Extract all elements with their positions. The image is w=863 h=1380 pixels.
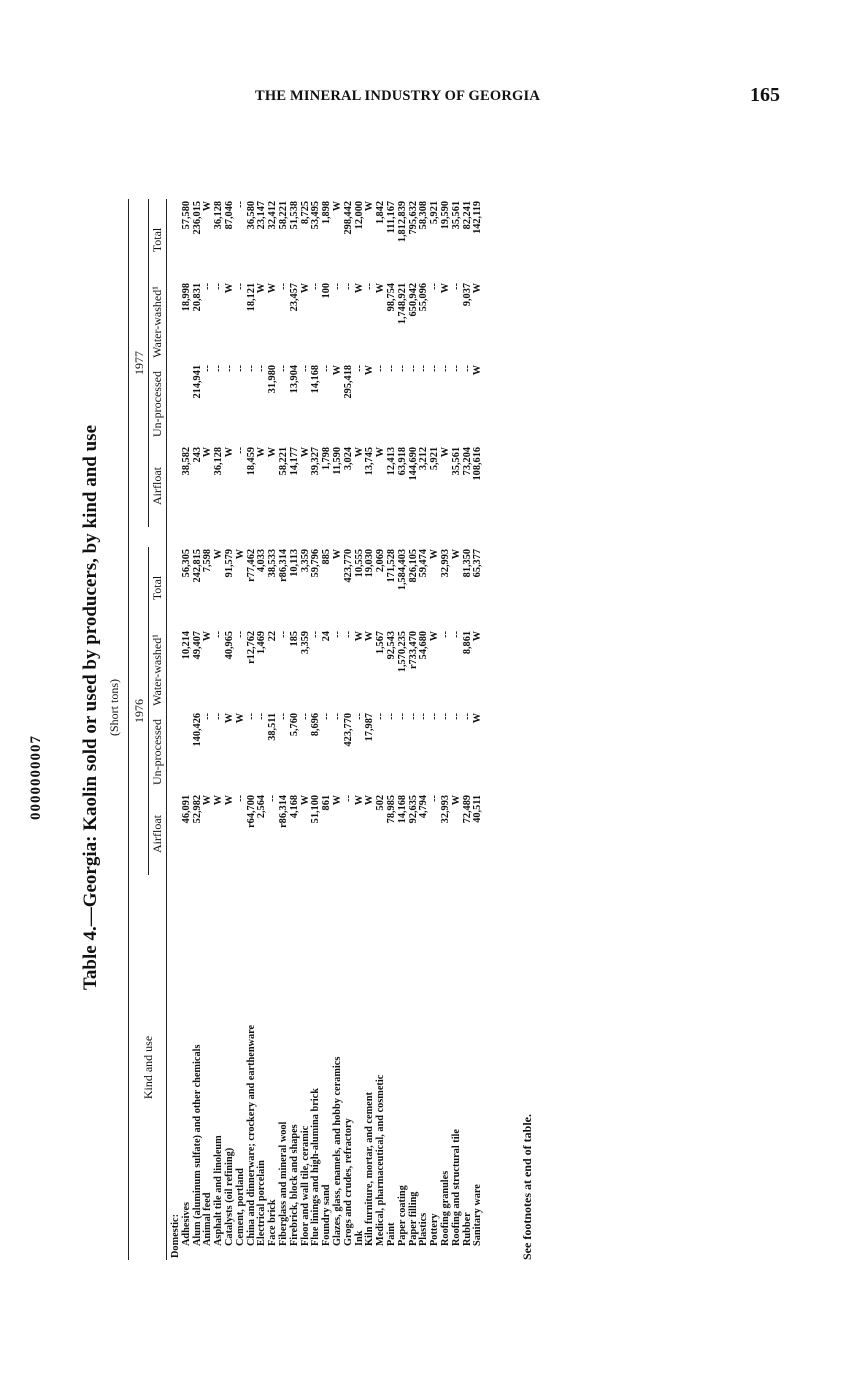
table-cell: -- [450,713,462,720]
col-waterwashed-1977: Water-washed¹ [149,281,167,363]
table-cell: W [234,549,246,560]
table-cell: r77,462 [245,549,257,582]
table-cell: 12,413 [385,447,397,476]
table-cell: 38,511 [267,713,279,741]
table-title: Table 4.—Georgia: Kaolin sold or used by producers, by kind and use [80,424,101,991]
kind-and-use-header: Kind and use [129,875,167,1260]
table-cell: -- [234,631,246,638]
year-header-1977: 1977 [129,199,149,527]
table-cell: W [353,795,365,806]
table-cell: -- [277,283,289,290]
table-cell: -- [234,365,246,372]
table-cell: 885 [321,549,333,565]
table-cell: 2,564 [256,795,268,819]
table-row [376,199,387,1260]
table-cell: -- [375,365,387,372]
table-cell [182,363,193,445]
table-cell: W [375,447,387,458]
table-cell: -- [277,365,289,372]
table-footnote: See footnotes at end of table. [520,1114,534,1260]
table-cell: -- [450,631,462,638]
table-cell: W [439,283,451,294]
row-kind-label: Electrical porcelain [256,1160,268,1246]
table-row [214,199,225,1260]
table-cell: 650,942 [407,283,419,317]
table-cell: 51,538 [288,201,300,230]
row-kind-label: Animal feed [202,1192,214,1246]
table-cell: 23,457 [288,283,300,312]
table-cell: 142,119 [472,201,484,234]
table-cell: -- [331,631,343,638]
table-cell: 23,147 [256,201,268,230]
table-row [193,199,204,1260]
table-cell: 10,555 [353,549,365,578]
table-cell: 58,308 [418,201,430,230]
table-cell: 13,904 [288,365,300,394]
table-cell: -- [342,631,354,638]
table-cell: 82,241 [461,201,473,230]
table-cell: r86,314 [277,549,289,582]
table-cell: W [353,631,365,642]
row-kind-label: Foundry sand [321,1184,333,1246]
table-cell: 58,221 [277,201,289,230]
table-cell: -- [299,713,311,720]
table-cell: W [472,283,484,294]
table-cell: W [450,549,462,560]
table-cell: -- [202,365,214,372]
table-cell: -- [353,713,365,720]
table-cell: 63,918 [396,447,408,476]
table-cell: 1,898 [321,201,333,225]
table-cell: W [202,631,214,642]
table-cell: W [223,283,235,294]
table-cell: 423,770 [342,549,354,583]
table-cell: 1,798 [321,447,333,471]
table-cell: W [213,549,225,560]
row-kind-label: Asphalt tile and linoleum [213,1135,225,1246]
table-cell: 17,987 [364,713,376,742]
table-cell: 4,033 [256,549,268,573]
table-cell: -- [396,713,408,720]
rotated-table-container [80,120,575,1295]
table-cell: 55,096 [418,283,430,312]
document-id: 0000000007 [28,735,44,820]
running-title: THE MINERAL INDUSTRY OF GEORGIA [255,88,540,104]
table-cell: r86,314 [277,795,289,828]
table-cell: 56,305 [180,549,192,578]
table-row [268,199,279,1260]
table-cell: W [256,283,268,294]
table-cell: -- [213,283,225,290]
col-airfloat-1977: Airfloat [149,445,167,527]
table-cell: 78,985 [385,795,397,824]
table-cell: -- [375,713,387,720]
table-row [290,199,301,1260]
row-kind-label: Paint [385,1222,397,1246]
table-cell: 46,091 [180,795,192,824]
table-cell: 59,796 [310,549,322,578]
table-cell: 57,580 [180,201,192,230]
table-cell: -- [321,365,333,372]
table-cell: W [331,365,343,376]
table-cell: -- [213,631,225,638]
table-cell: -- [418,713,430,720]
table-cell: 35,561 [450,447,462,476]
table-cell: -- [439,713,451,720]
table-cell: W [202,447,214,458]
row-kind-label: Roofing and structural tile [450,1129,462,1246]
table-cell: W [375,283,387,294]
table-cell: 52,982 [191,795,203,824]
table-cell: 861 [321,795,333,811]
table-row [430,199,441,1260]
table-cell: W [429,631,441,642]
table-cell: -- [331,713,343,720]
table-cell: 32,412 [267,201,279,230]
table-cell: W [234,713,246,724]
table-cell: 111,167 [385,201,397,234]
table-cell: W [450,795,462,806]
table-cell: W [439,447,451,458]
table-cell: W [353,447,365,458]
table-cell: W [364,795,376,806]
table-cell: W [472,365,484,376]
table-cell: 19,590 [439,201,451,230]
table-row [236,199,247,1260]
table-cell: -- [429,713,441,720]
table-cell: 1,567 [375,631,387,655]
table-cell: 58,221 [277,447,289,476]
table-cell: 14,168 [396,795,408,824]
table-cell: 38,582 [180,447,192,476]
table-cell: W [202,201,214,212]
table-cell: 1,469 [256,631,268,655]
table-cell: W [364,201,376,212]
table-cell: W [429,549,441,560]
table-cell: 9,037 [461,283,473,307]
row-kind-label: Rubber [461,1212,473,1246]
table-cell: W [472,631,484,642]
table-cell: -- [385,365,397,372]
table-cell: 14,168 [310,365,322,394]
table-cell: 20,831 [191,283,203,312]
row-kind-label: Floor and wall tile, ceramic [299,1125,311,1246]
table-cell: -- [429,365,441,372]
table-cell: 5,760 [288,713,300,737]
row-kind-label: China and dinnerware; crockery and earthenware [245,1024,257,1246]
section-label-domestic: Domestic: [170,1213,181,1258]
table-cell: 5,921 [429,447,441,471]
table-cell: 32,993 [439,549,451,578]
table-row [182,199,193,1260]
row-kind-label: Fiberglass and mineral wool [277,1121,289,1246]
table-cell: 5,921 [429,201,441,225]
table-cell: 81,350 [461,549,473,578]
table-cell: -- [407,713,419,720]
table-cell: 144,690 [407,447,419,481]
table-cell: W [223,795,235,806]
row-kind-label: Alum (aluminum sulfate) and other chemicals [191,1044,203,1246]
table-row [473,199,484,1260]
row-kind-label: Paper filling [407,1191,419,1246]
table-cell: -- [277,713,289,720]
table-cell: -- [310,283,322,290]
col-unprocessed-1977: Un-processed [149,363,167,445]
table-cell: 1,748,921 [396,283,408,325]
table-cell: -- [213,365,225,372]
table-cell: 36,128 [213,447,225,476]
table-cell: 40,965 [223,631,235,660]
table-cell: 12,000 [353,201,365,230]
page-header [250,86,780,110]
table-cell: -- [213,713,225,720]
col-waterwashed-1976: Water-washed¹ [149,629,167,711]
table-cell: -- [234,283,246,290]
row-kind-label: Kiln furniture, mortar, and cement [364,1092,376,1246]
row-kind-label: Flue linings and high-alumina brick [310,1088,322,1246]
row-kind-label: Plastics [418,1212,430,1246]
table-row [311,199,322,1260]
table-cell: 108,616 [472,447,484,481]
table-row [387,199,398,1260]
table-cell: 19,030 [364,549,376,578]
table-cell: -- [245,365,257,372]
table-cell: 18,998 [180,283,192,312]
table-cell: -- [429,283,441,290]
col-total-1976: Total [149,547,167,629]
table-cell: -- [267,795,279,802]
table-cell: 36,128 [213,201,225,230]
table-cell: W [267,283,279,294]
table-cell: -- [461,713,473,720]
row-kind-label: Cement, portland [234,1168,246,1246]
table-row [344,199,355,1260]
row-kind-label: Grogs and crudes, refractory [342,1118,354,1246]
table-cell: W [223,447,235,458]
table-cell: 214,941 [191,365,203,399]
table-cell: W [353,283,365,294]
table-cell: 13,745 [364,447,376,476]
table-cell: 295,418 [342,365,354,399]
table-cell: 32,993 [439,795,451,824]
table-cell: -- [407,365,419,372]
table-cell: W [299,447,311,458]
table-cell: 4,794 [418,795,430,819]
table-cell: -- [245,713,257,720]
table-cell: 51,100 [310,795,322,824]
table-cell: -- [202,283,214,290]
table-cell: 1,812,839 [396,201,408,243]
row-kind-label: Ink [353,1230,365,1246]
table-cell: 39,327 [310,447,322,476]
table-cell: W [299,283,311,294]
table-cell: W [256,447,268,458]
table-cell: 31,980 [267,365,279,394]
table-cell: 7,598 [202,549,214,573]
year-header-1976: 1976 [129,547,149,875]
row-kind-label: Sanitary ware [472,1184,484,1246]
table-cell: -- [223,365,235,372]
table-cell: 65,377 [472,549,484,578]
table-cell: W [331,795,343,806]
table-row [398,199,409,1260]
table-cell: -- [461,365,473,372]
table-cell: 8,725 [299,201,311,225]
table-cell: W [364,365,376,376]
table-cell: -- [342,283,354,290]
table-cell: 243 [191,447,203,463]
col-airfloat-1976: Airfloat [149,793,167,875]
table-cell: 98,754 [385,283,397,312]
table-cell: -- [299,365,311,372]
table-cell: -- [321,713,333,720]
table-cell: -- [353,365,365,372]
row-kind-label: Catalysts (oil refining) [223,1147,235,1246]
table-row [441,199,452,1260]
page-number: 165 [750,84,780,106]
table-cell: 171,528 [385,549,397,583]
kaolin-table [128,199,484,1260]
table-cell: -- [439,365,451,372]
row-kind-label: Glazes, glass, enamels, and hobby ceramics [331,1056,343,1246]
table-cell: 54,680 [418,631,430,660]
table-cell: 72,489 [461,795,473,824]
table-cell: 87,046 [223,201,235,230]
row-kind-label: Pottery [429,1213,441,1246]
table-cell: W [331,549,343,560]
table-cell: 795,632 [407,201,419,235]
table-cell: -- [234,795,246,802]
table-row [419,199,430,1260]
table-cell: 35,561 [450,201,462,230]
table-cell: 1,842 [375,201,387,225]
table-cell: 8,861 [461,631,473,655]
table-subtitle: (Short tons) [107,679,121,736]
table-cell: -- [439,631,451,638]
table-cell: 59,474 [418,549,430,578]
table-cell [182,711,193,793]
table-cell: 24 [321,631,333,642]
table-cell: r733,470 [407,631,419,670]
table-cell: 423,770 [342,713,354,747]
table-cell: -- [429,795,441,802]
table-cell: 1,570,235 [396,631,408,673]
table-cell: 36,580 [245,201,257,230]
table-cell: 1,584,403 [396,549,408,591]
table-cell: -- [418,365,430,372]
table-cell: r64,700 [245,795,257,828]
table-cell: -- [364,283,376,290]
table-cell: W [472,713,484,724]
table-cell: -- [202,713,214,720]
table-cell: W [364,631,376,642]
table-cell: -- [256,365,268,372]
table-cell: 10,113 [288,549,300,577]
table-cell: 40,511 [472,795,484,823]
table-row [225,199,236,1260]
table-cell: 3,359 [299,549,311,573]
table-cell: r12,762 [245,631,257,664]
table-cell: 140,426 [191,713,203,747]
table-cell: 11,590 [331,447,343,475]
col-unprocessed-1976: Un-processed [149,711,167,793]
table-cell: 14,177 [288,447,300,476]
table-cell: 18,121 [245,283,257,312]
table-cell: -- [310,631,322,638]
row-kind-label: Medical, pharmaceutical, and cosmetic [375,1074,387,1246]
table-cell: 92,543 [385,631,397,660]
row-kind-label: Paper coating [396,1185,408,1246]
table-cell: 185 [288,631,300,647]
table-cell: W [202,795,214,806]
table-cell: 502 [375,795,387,811]
table-cell: 38,533 [267,549,279,578]
table-cell: W [223,713,235,724]
table-cell: 3,024 [342,447,354,471]
row-kind-label: Face brick [267,1199,279,1246]
table-cell: 3,212 [418,447,430,471]
table-cell: 10,214 [180,631,192,660]
table-cell: 73,204 [461,447,473,476]
table-row [463,199,474,1260]
table-cell: W [267,447,279,458]
table-cell: W [331,201,343,212]
table-cell: 100 [321,283,333,299]
table-cell: 53,495 [310,201,322,230]
table-row [452,199,463,1260]
table-cell: -- [385,713,397,720]
col-total-1977: Total [149,199,167,281]
table-cell: 2,069 [375,549,387,573]
table-cell: -- [234,447,246,454]
table-cell: 3,359 [299,631,311,655]
table-cell: 18,459 [245,447,257,476]
table-cell: W [213,795,225,806]
table-cell: 49,407 [191,631,203,660]
table-cell: 242,815 [191,549,203,583]
table-row [247,199,258,1260]
row-kind-label: Adhesives [180,1201,192,1246]
table-cell: 22 [267,631,279,642]
table-cell: -- [234,201,246,208]
table-cell: -- [396,365,408,372]
table-cell: -- [277,631,289,638]
table-cell: 91,579 [223,549,235,578]
table-row [203,199,214,1260]
table-cell: 92,635 [407,795,419,824]
table-cell: 826,105 [407,549,419,583]
table-cell: 236,015 [191,201,203,235]
table-cell: -- [331,283,343,290]
table-cell: 8,696 [310,713,322,737]
row-kind-label: Firebrick, block and shapes [288,1124,300,1246]
table-cell: W [299,795,311,806]
table-cell: -- [450,283,462,290]
row-kind-label: Roofing granules [439,1170,451,1246]
table-cell: -- [450,365,462,372]
table-cell: 4,168 [288,795,300,819]
table-cell: -- [256,713,268,720]
table-row [409,199,420,1260]
table-cell: -- [342,795,354,802]
table-cell: 298,442 [342,201,354,235]
